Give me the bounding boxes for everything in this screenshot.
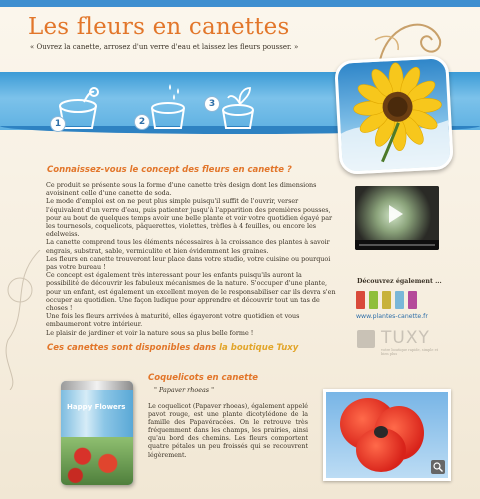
mini-can-thumbnail[interactable] [395, 291, 404, 309]
concept-paragraph: Ce concept est également très interessant pour les enfants puisqu'ils auront la possibilité de découvrir les fabuleux mécanismes de la nature. S'occuper d'une plante, pour un enfant, est également un excellent moyen de le responsabiliser car ils devra s'en occuper au quotidien. Une façon ludique pour apprendre et découvrir tout un tas de choses ! [46, 271, 336, 313]
video-progress-bar[interactable] [359, 244, 435, 246]
concept-paragraph: Une fois les fleurs arrivées à maturité, elles égayeront votre quotidien et vous embaumeront votre intérieur. [46, 312, 300, 329]
product-description: Le coquelicot (Papaver rhoeas), également appelé pavot rouge, est une plante dicotylédone de la famille des Papavéracées. On le retrouve très fréquemment dans les champs, les prairies, ainsi qu'au bord des chemins. Les fleurs comportent quatre pétales un peu froissés qui se recouvrent légèrement. [148, 403, 309, 459]
tuxy-logo-icon [357, 330, 375, 348]
concept-paragraph: Les fleurs en canette trouveront leur place dans votre studio, votre cuisine ou pourquoi pas votre bureau ! [46, 254, 331, 272]
plantes-canette-link[interactable]: www.plantes-canette.fr [356, 313, 428, 320]
product-latin-name: " Papaver rhoeas " [154, 386, 215, 394]
step-3 [200, 80, 270, 132]
boutique-link[interactable]: la boutique Tuxy [219, 343, 299, 353]
page-title: Les fleurs en canettes [28, 14, 290, 40]
concept-paragraph: La canette comprend tous les éléments nécessaires à la croissance des plantes à savoir engrais, substrat, sable, vermiculite et bien évidemment les graines. [46, 238, 330, 255]
mini-can-thumbnail[interactable] [369, 291, 378, 309]
zoom-icon[interactable] [431, 460, 445, 474]
mini-cans-gallery[interactable] [356, 291, 440, 311]
mini-can-thumbnail[interactable] [382, 291, 391, 309]
sunflower-icon [337, 58, 451, 172]
concept-text [46, 181, 336, 337]
step-2 [130, 80, 200, 132]
mini-can-thumbnail[interactable] [356, 291, 365, 309]
page-tagline: « Ouvrez la canette, arrosez d'un verre d'eau et laissez les fleurs pousser. » [30, 43, 299, 51]
concept-paragraph: Le mode d'emploi est on ne peut plus simple puisqu'il suffit de l'ouvrir, verser l'équivalent d'un verre d'eau, puis patienter jusqu'à l'apparition des premières pousses, pour au bout de quelques temps avoir une belle plante et voir votre quotidien égayé par les tournesols, coquelicots, pâquerettes, violettes, trèfles à 4 feuilles, ou encore les edelweiss. [46, 197, 333, 239]
step-1 [44, 80, 114, 132]
play-icon[interactable] [389, 205, 403, 223]
product-title: Coquelicots en canette [148, 373, 259, 383]
mini-can-thumbnail[interactable] [408, 291, 417, 309]
top-strip [0, 0, 480, 7]
tuxy-logo[interactable] [357, 328, 439, 354]
concept-paragraph: Ce produit se présente sous la forme d'une canette très design dont les dimensions avoisinent celle d'une canette de soda. [46, 181, 317, 198]
decouvrez-label: Découvrez également ... [357, 278, 442, 285]
boutique-prefix: Ces canettes sont disponibles dans [47, 343, 217, 353]
step-number-3: 3 [204, 96, 220, 112]
product-can-image [61, 381, 133, 485]
can-label: Happy Flowers [67, 403, 126, 411]
sunflower-photo [334, 55, 454, 175]
step-number-2: 2 [134, 114, 150, 130]
tuxy-tagline: votre boutique rapide, simple et bien plus [381, 348, 439, 356]
boutique-heading [47, 343, 298, 353]
concept-paragraph: Le plaisir de jardiner et voir la nature sous sa plus belle forme ! [46, 328, 254, 337]
concept-heading: Connaissez-vous le concept des fleurs en canette ? [47, 165, 292, 175]
tuxy-brand-name: TUXY [381, 328, 430, 348]
flower-sketch-decoration [0, 250, 46, 390]
video-player[interactable] [355, 186, 439, 250]
step-number-1: 1 [50, 116, 66, 132]
